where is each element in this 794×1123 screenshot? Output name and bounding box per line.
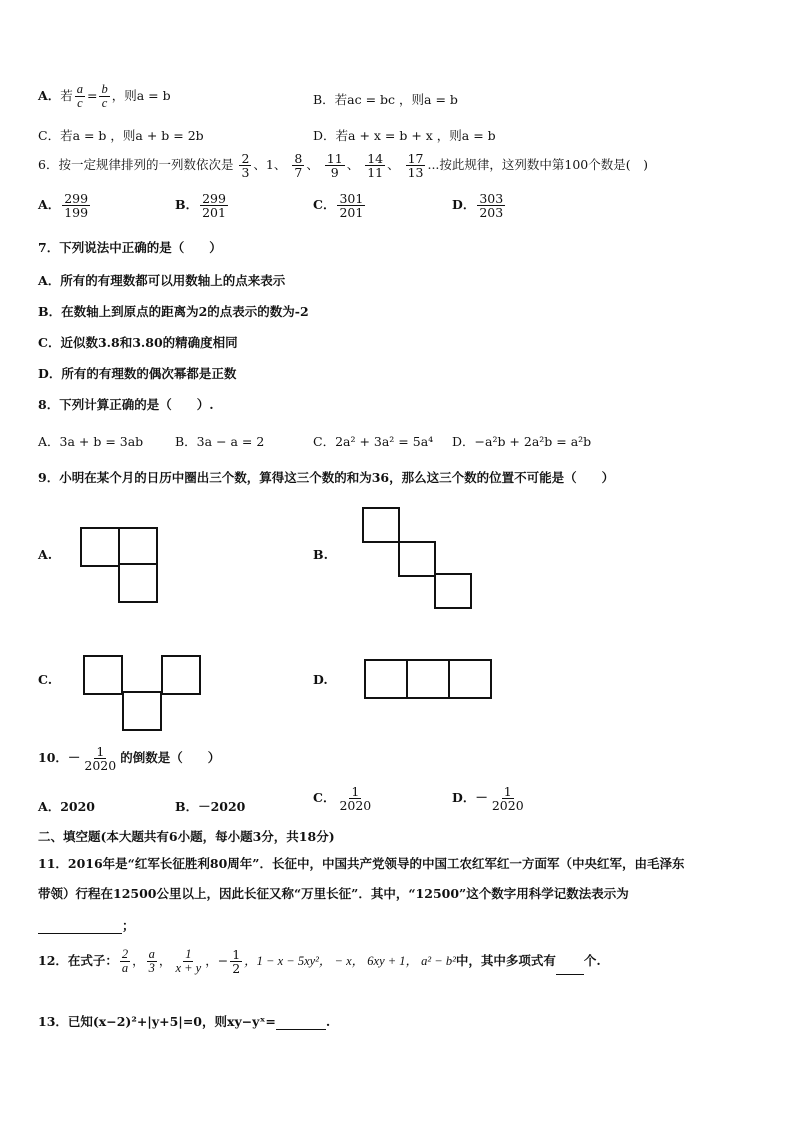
- q11-answer-line: [38, 916, 135, 934]
- q9-figure-d: [364, 659, 492, 701]
- option-label: A．: [38, 197, 61, 213]
- fraction: [477, 192, 505, 219]
- denominator: 13: [407, 165, 424, 181]
- grid-cell: [434, 573, 472, 609]
- answer-blank[interactable]: [556, 962, 584, 975]
- text: 中，其中多项式有: [455, 953, 556, 969]
- fraction: [337, 785, 373, 812]
- answer-blank[interactable]: [276, 1017, 326, 1030]
- denominator: 2: [232, 961, 241, 977]
- q6-option-c: [313, 192, 367, 219]
- q8-option-a: A．3a + b = 3ab: [38, 434, 144, 449]
- q9-figure-a: [80, 527, 160, 602]
- seq-fraction-4: [365, 152, 385, 179]
- denominator: 11: [367, 165, 384, 181]
- q9-label-d: D.: [313, 672, 328, 687]
- q13-stem: [38, 1012, 330, 1030]
- numerator: 17: [407, 151, 424, 166]
- numerator: 11: [326, 151, 343, 166]
- q11-line1: 11．2016年是“红军长征胜利80周年”．长征中，中国共产党领导的中国工农红军红一方面军（中央红军，由毛泽东: [38, 856, 685, 871]
- text: ，−: [205, 953, 229, 969]
- q10-option-c: [313, 785, 375, 812]
- numerator: 2: [241, 151, 250, 166]
- option-label: C．: [313, 790, 336, 806]
- q8-option-c: C．2a² + 3a² = 5a⁴: [313, 434, 434, 449]
- stem-text: 的倒数是（ ）: [120, 750, 221, 766]
- grid-cell: [118, 527, 158, 567]
- denominator: 203: [479, 205, 504, 221]
- q9-stem: 9．小明在某个月的日历中圈出三个数，算得这三个数的和为36，那么这三个数的位置不可能是（ ）: [38, 470, 615, 485]
- q7-option-d: D．所有的有理数的偶次幂都是正数: [38, 366, 237, 381]
- q8-option-b: B．3a − a = 2: [175, 434, 265, 449]
- denominator: 199: [64, 205, 89, 221]
- denominator: c: [77, 96, 83, 111]
- fraction: [490, 785, 526, 812]
- q9-label-c: C.: [38, 672, 53, 687]
- denominator: 3: [148, 961, 155, 976]
- denominator: 2020: [84, 758, 117, 774]
- numerator: a: [148, 947, 155, 961]
- denominator: 2020: [491, 798, 524, 814]
- numerator: 1: [232, 947, 241, 962]
- option-label: D．－: [452, 790, 488, 806]
- grid-cell: [122, 691, 162, 731]
- grid-cell: [398, 541, 436, 577]
- text: .: [325, 1014, 331, 1029]
- option-label: D．: [452, 197, 476, 213]
- denominator: x + y: [175, 961, 202, 976]
- stem-text: 6．按一定规律排列的一列数依次是: [38, 157, 234, 173]
- numerator: 1: [351, 784, 360, 799]
- denominator: 201: [339, 205, 364, 221]
- fraction: [200, 192, 228, 219]
- q9-figure-b: [362, 507, 474, 609]
- text: ；: [122, 918, 135, 933]
- q5-option-d: D．若a + x = b + x ，则a = b: [313, 128, 496, 143]
- stem-text: ...按此规律，这列数中第100个数是( ): [427, 157, 649, 173]
- stem-text: 10．－: [38, 750, 81, 766]
- q9-label-b: B.: [313, 547, 328, 562]
- numerator: 1: [96, 744, 105, 759]
- numerator: b: [101, 82, 108, 96]
- fraction: [337, 192, 365, 219]
- fraction: [62, 192, 90, 219]
- q11-line2: 带领）行程在12500公里以上，因此长征又称“万里长征”．其中，“12500”这个数字用科学记数法表示为: [38, 886, 629, 901]
- seq-fraction-2: [292, 152, 304, 179]
- q8-stem: 8．下列计算正确的是（ ）.: [38, 397, 214, 412]
- q6-option-a: [38, 192, 92, 219]
- numerator: 8: [294, 151, 303, 166]
- grid-cell: [364, 659, 408, 699]
- q5-option-c: C．若a = b ，则a + b = 2b: [38, 128, 204, 143]
- answer-blank[interactable]: [38, 921, 122, 934]
- seq-one: 1: [265, 157, 274, 173]
- q8-option-d: D．−a²b + 2a²b = a²b: [452, 434, 592, 449]
- grid-cell: [362, 507, 400, 543]
- grid-cell: [448, 659, 492, 699]
- stem-text: 13．已知(x−2)²+|y+5|=0，则xy−yˣ=: [38, 1014, 276, 1029]
- fraction: [173, 948, 203, 975]
- text: 个.: [583, 953, 601, 969]
- q5-option-a: [38, 83, 171, 110]
- q10-option-b: B．－2020: [175, 799, 246, 814]
- denominator: 3: [241, 165, 250, 181]
- numerator: 299: [202, 191, 226, 206]
- numerator: 1: [185, 947, 192, 961]
- stem-text: 12．在式子：: [38, 953, 118, 969]
- option-label: B．: [175, 197, 199, 213]
- q10-option-a: A．2020: [38, 799, 95, 814]
- q7-stem: 7．下列说法中正确的是（ ）: [38, 240, 222, 255]
- expressions: ，1 − x − 5xy²， − x， 6xy + 1， a² − b²: [244, 954, 456, 969]
- text: 若: [60, 88, 73, 104]
- denominator: a: [121, 961, 129, 976]
- fraction: [230, 948, 242, 975]
- q9-figure-c: [83, 655, 203, 731]
- grid-cell: [161, 655, 201, 695]
- q12-stem: 12．在式子： $\frac{2}{a}$ ， $\frac{a}{3}$ ， $\frac{1}{x + y}$ ，− $\frac{1}{2}$ ，1 − x − 5xy²， − x， 6xy + 1， a² − b²中，其中多项式有 个.: [38, 947, 601, 977]
- denominator: 9: [330, 165, 339, 181]
- numerator: 303: [479, 191, 504, 206]
- q6-option-b: [175, 192, 230, 219]
- q7-option-b: B．在数轴上到原点的距离为2的点表示的数为-2: [38, 304, 309, 319]
- denominator: 2020: [339, 798, 372, 814]
- q10-option-d: [452, 785, 528, 812]
- seq-fraction-5: [406, 152, 426, 179]
- text: ，则a = b: [111, 88, 171, 104]
- grid-cell: [118, 563, 158, 603]
- equals: =: [86, 88, 98, 104]
- q10-stem: [38, 745, 220, 772]
- q7-option-a: A．所有的有理数都可以用数轴上的点来表示: [38, 273, 286, 288]
- q5-option-b: B．若ac = bc ，则a = b: [313, 92, 458, 107]
- denominator: c: [101, 96, 108, 111]
- numerator: 299: [64, 191, 89, 206]
- seq-fraction-3: [325, 152, 345, 179]
- option-label: C．: [313, 197, 336, 213]
- fraction: [147, 948, 157, 975]
- denominator: 7: [294, 165, 303, 181]
- fraction: [75, 83, 85, 110]
- grid-cell: [406, 659, 450, 699]
- numerator: 301: [339, 191, 364, 206]
- fraction: [82, 745, 118, 772]
- section-heading: 二、填空题(本大题共有6小题，每小题3分，共18分): [38, 829, 335, 844]
- numerator: 14: [367, 151, 384, 166]
- fraction: [99, 83, 109, 110]
- seq-fraction-1: [239, 152, 251, 179]
- grid-cell: [80, 527, 120, 567]
- fraction: [120, 948, 130, 975]
- numerator: a: [76, 82, 83, 96]
- grid-cell: [83, 655, 123, 695]
- q9-label-a: A.: [38, 547, 53, 562]
- numerator: 2: [121, 947, 129, 961]
- numerator: 1: [503, 784, 512, 799]
- q7-option-c: C．近似数3.8和3.80的精确度相同: [38, 335, 238, 350]
- denominator: 201: [202, 205, 226, 221]
- option-label: A．: [38, 88, 61, 104]
- q6-stem: 6．按一定规律排列的一列数依次是 $\frac{2}{3}$ 、1、 $\frac{8}{7}$ 、 $\frac{11}{9}$ 、 $\frac{14}{11}$ 、 $\frac{17}{13}$ ...按此规律，这列数中第100个数是( ): [38, 151, 649, 181]
- q6-option-d: [452, 192, 507, 219]
